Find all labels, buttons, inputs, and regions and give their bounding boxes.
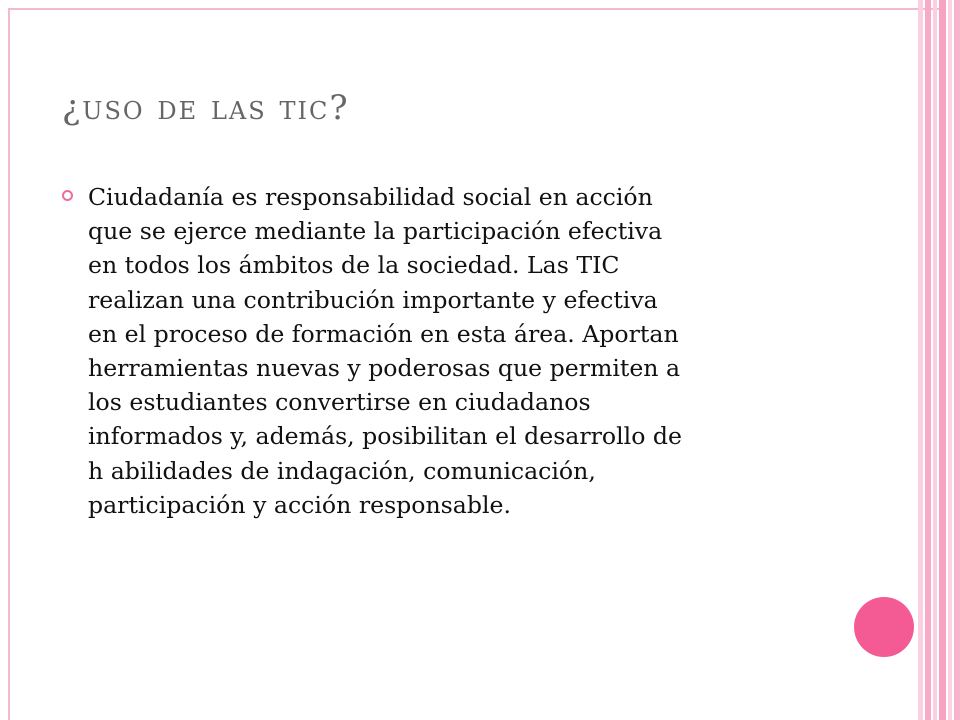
stripe-3: [933, 0, 937, 720]
title-text: uso de las tic: [82, 88, 330, 128]
bullet-text: Ciudadanía es responsabilidad social en acción que se ejerce mediante la participación efectiva en todos los ámbitos de la sociedad. Las TIC realizan una contribución importante y efectiva en el proceso de formación en esta área. Aportan herramientas nuevas y poderosas que permiten a los estudiantes convertirse en ciudadanos informados y, además, posibilitan el desarrollo de h abilidades de indagación, comunicación, participación y acción responsable.: [88, 183, 683, 519]
stripe-1: [918, 0, 923, 720]
decorative-stripes: [918, 0, 960, 720]
bullet-item: [62, 180, 832, 522]
title-open-mark: ¿: [62, 88, 83, 128]
stripe-4: [939, 0, 946, 720]
stripe-2: [925, 0, 931, 720]
slide-title: [62, 88, 862, 128]
stripe-5: [948, 0, 952, 720]
stripe-6: [954, 0, 960, 720]
decorative-pink-circle: [854, 597, 914, 657]
title-close-mark: ?: [329, 88, 350, 128]
bullet-circle-icon: [62, 190, 73, 201]
